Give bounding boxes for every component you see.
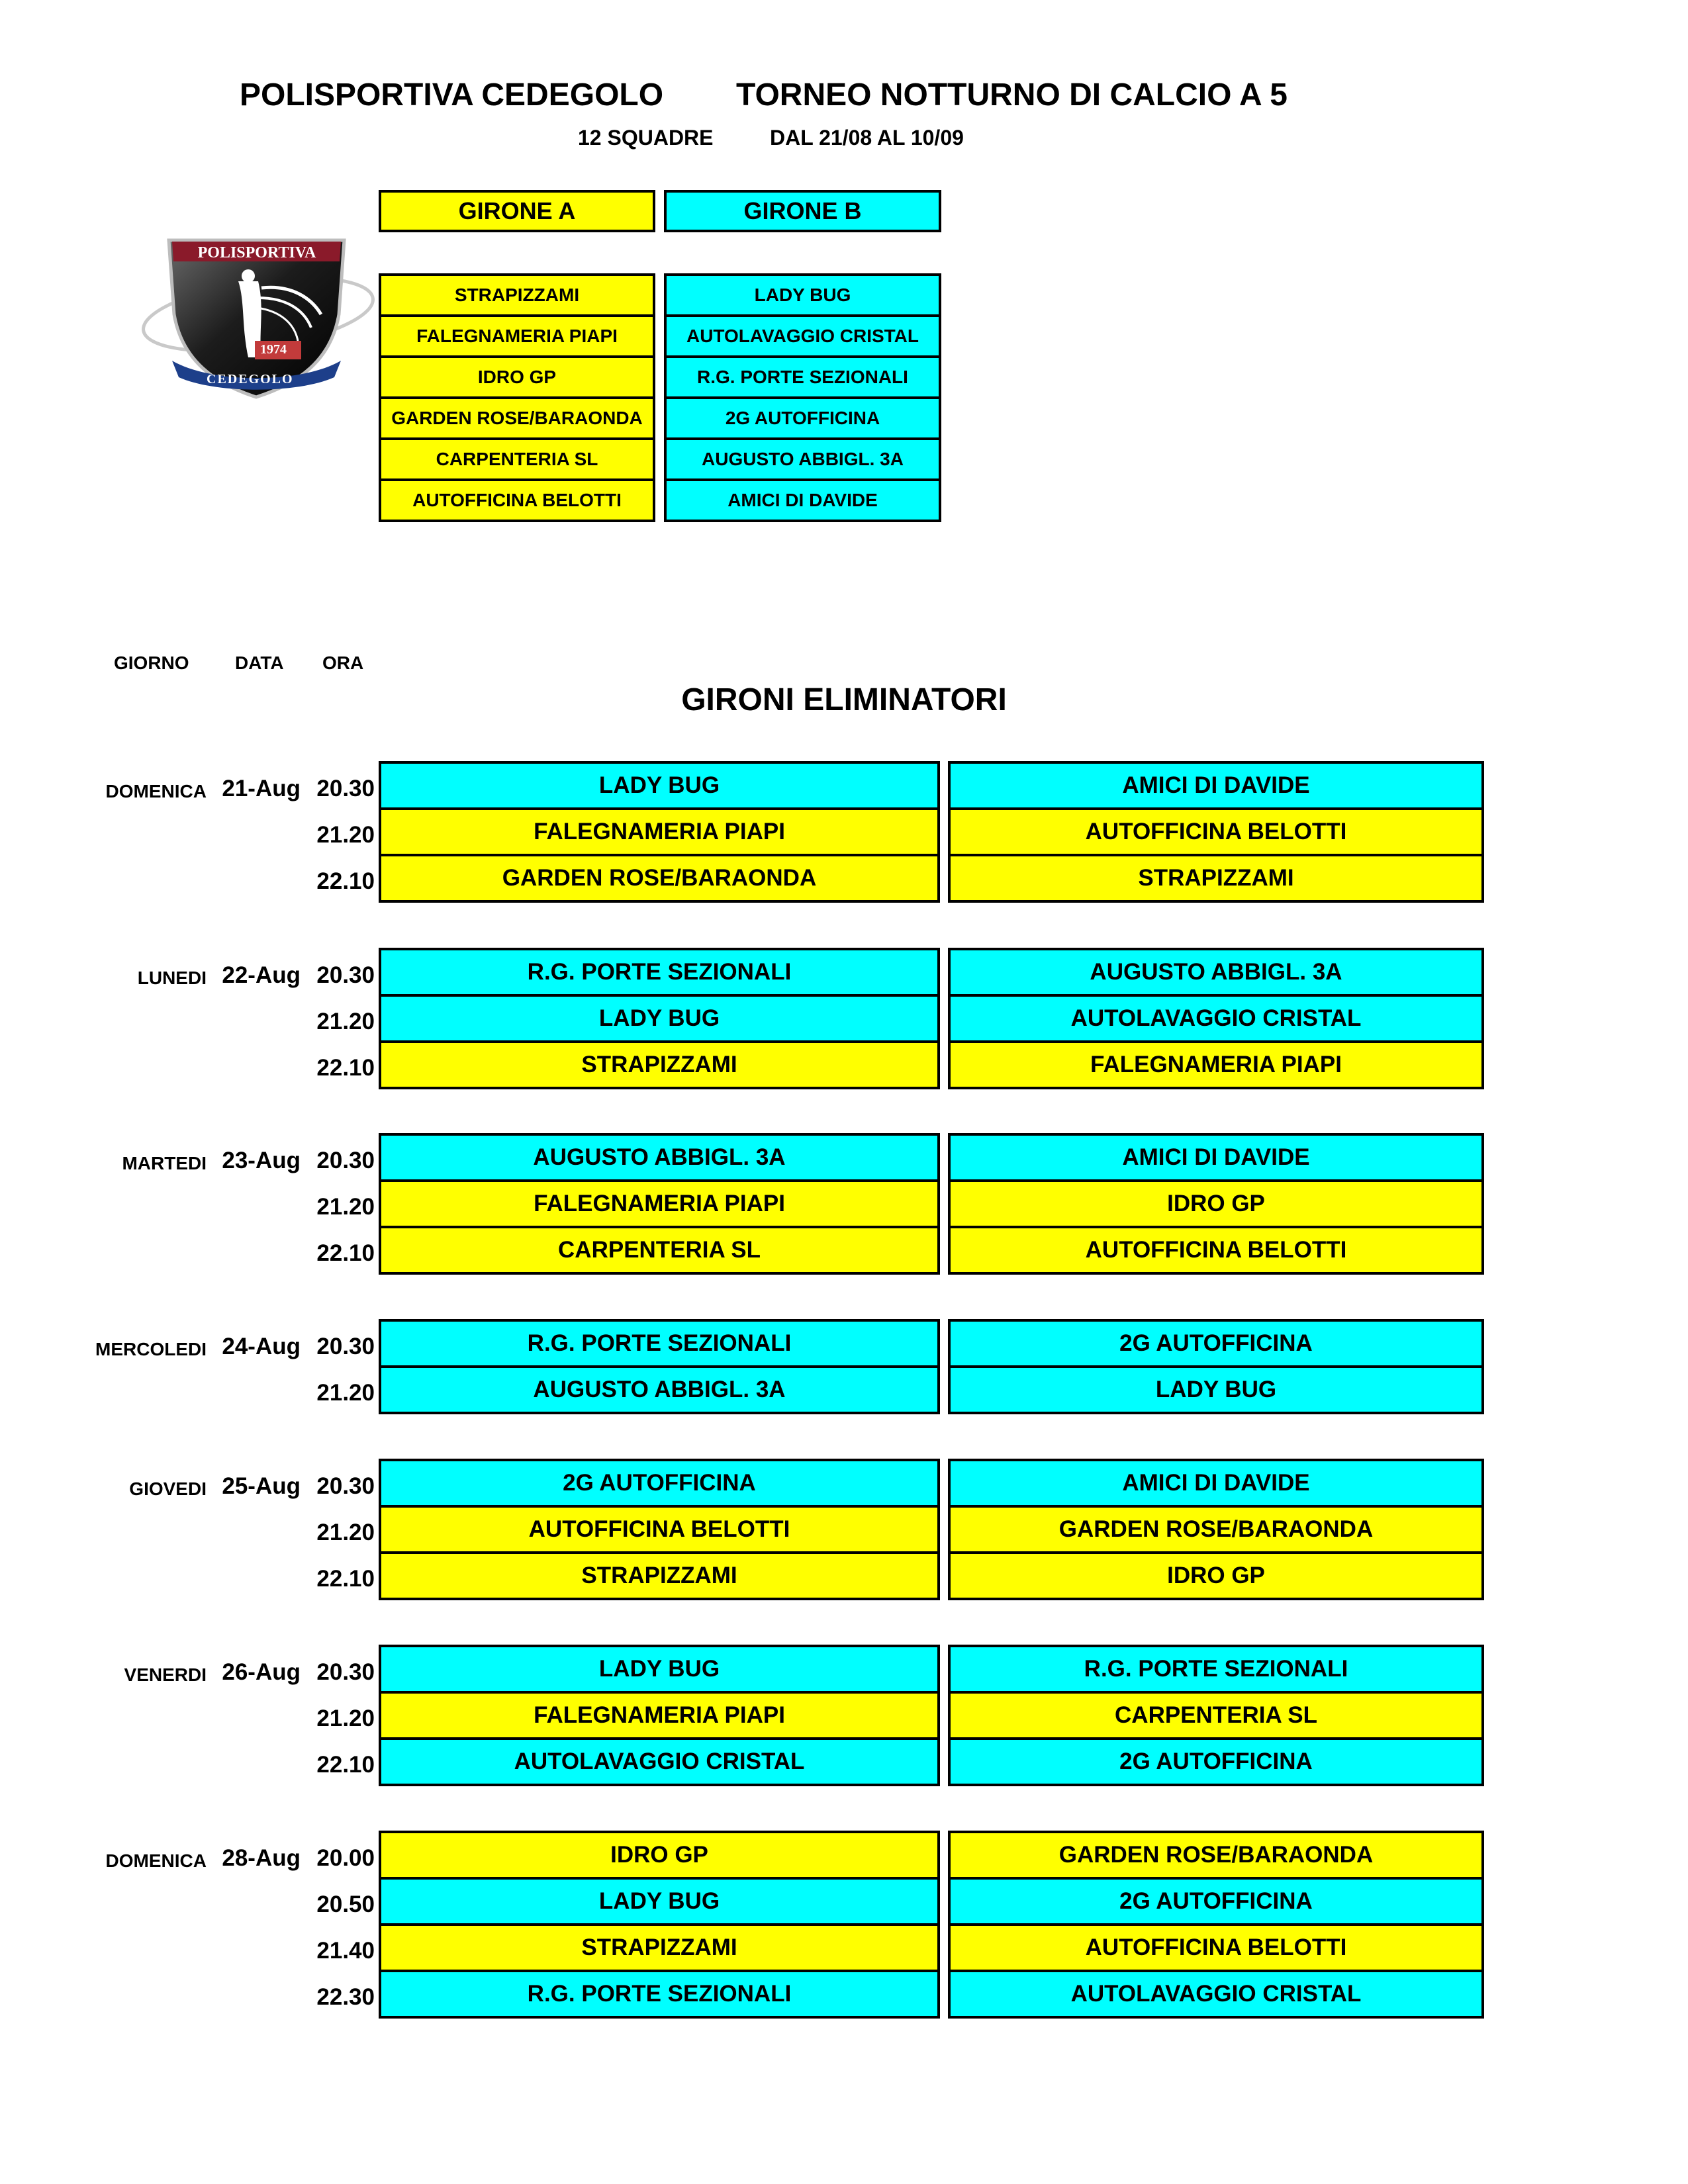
match-home-team: FALEGNAMERIA PIAPI [379, 1691, 940, 1740]
match-home-team: LADY BUG [379, 994, 940, 1043]
column-time-label: ORA [322, 653, 364, 673]
match-time: 22.10 [316, 1566, 375, 1592]
match-home-team: AUTOLAVAGGIO CRISTAL [379, 1737, 940, 1786]
group-b-team: R.G. PORTE SEZIONALI [664, 355, 941, 399]
group-b-team: AUGUSTO ABBIGL. 3A [664, 437, 941, 481]
match-date: 24-Aug [222, 1334, 301, 1359]
match-away-team: GARDEN ROSE/BARAONDA [948, 1505, 1484, 1554]
logo-year: 1974 [260, 342, 287, 357]
match-home-team: LADY BUG [379, 1877, 940, 1926]
match-date: 22-Aug [222, 962, 301, 988]
match-time: 22.10 [316, 1240, 375, 1266]
tournament-title: TORNEO NOTTURNO DI CALCIO A 5 [736, 77, 1288, 113]
match-away-team: AUTOLAVAGGIO CRISTAL [948, 1970, 1484, 2019]
section-title: GIRONI ELIMINATORI [681, 682, 1007, 717]
match-away-team: IDRO GP [948, 1179, 1484, 1228]
match-home-team: STRAPIZZAMI [379, 1551, 940, 1600]
match-home-team: GARDEN ROSE/BARAONDA [379, 854, 940, 903]
match-home-team: R.G. PORTE SEZIONALI [379, 948, 940, 997]
match-home-team: AUTOFFICINA BELOTTI [379, 1505, 940, 1554]
match-away-team: AUTOFFICINA BELOTTI [948, 1923, 1484, 1972]
match-time: 21.40 [316, 1938, 375, 1964]
match-time: 20.30 [316, 1334, 375, 1359]
match-away-team: IDRO GP [948, 1551, 1484, 1600]
match-time: 22.10 [316, 1752, 375, 1778]
match-day: GIOVEDI [129, 1479, 207, 1499]
tournament-dates: DAL 21/08 AL 10/09 [770, 126, 964, 150]
group-a-team: FALEGNAMERIA PIAPI [379, 314, 655, 358]
teams-count: 12 SQUADRE [578, 126, 714, 150]
match-away-team: AUTOFFICINA BELOTTI [948, 807, 1484, 856]
match-time: 21.20 [316, 1380, 375, 1406]
match-time: 21.20 [316, 1194, 375, 1220]
match-time: 20.30 [316, 962, 375, 988]
match-time: 20.00 [316, 1845, 375, 1871]
match-time: 22.10 [316, 1055, 375, 1081]
match-away-team: AUTOLAVAGGIO CRISTAL [948, 994, 1484, 1043]
match-time: 22.10 [316, 868, 375, 894]
group-b-header: GIRONE B [664, 190, 941, 232]
logo-town: CEDEGOLO [207, 372, 294, 387]
svg-text:POLISPORTIVA: POLISPORTIVA [197, 244, 316, 261]
match-away-team: FALEGNAMERIA PIAPI [948, 1040, 1484, 1089]
match-time: 20.30 [316, 1659, 375, 1685]
match-away-team: 2G AUTOFFICINA [948, 1319, 1484, 1368]
match-date: 26-Aug [222, 1659, 301, 1685]
match-away-team: LADY BUG [948, 1365, 1484, 1414]
match-date: 23-Aug [222, 1148, 301, 1173]
group-a-team: IDRO GP [379, 355, 655, 399]
column-date-label: DATA [235, 653, 284, 673]
match-home-team: STRAPIZZAMI [379, 1040, 940, 1089]
match-time: 20.30 [316, 1473, 375, 1499]
match-home-team: AUGUSTO ABBIGL. 3A [379, 1365, 940, 1414]
match-time: 20.50 [316, 1891, 375, 1917]
match-away-team: AMICI DI DAVIDE [948, 761, 1484, 810]
group-b-team: 2G AUTOFFICINA [664, 396, 941, 440]
match-home-team: FALEGNAMERIA PIAPI [379, 1179, 940, 1228]
column-day-label: GIORNO [114, 653, 189, 673]
group-a-header: GIRONE A [379, 190, 655, 232]
match-day: MERCOLEDI [95, 1339, 207, 1359]
match-home-team: STRAPIZZAMI [379, 1923, 940, 1972]
match-home-team: R.G. PORTE SEZIONALI [379, 1970, 940, 2019]
match-date: 25-Aug [222, 1473, 301, 1499]
group-b-team: AMICI DI DAVIDE [664, 478, 941, 522]
match-home-team: LADY BUG [379, 761, 940, 810]
match-time: 21.20 [316, 822, 375, 848]
match-away-team: AMICI DI DAVIDE [948, 1459, 1484, 1508]
match-home-team: CARPENTERIA SL [379, 1226, 940, 1275]
group-a-team: STRAPIZZAMI [379, 273, 655, 317]
group-a-team: CARPENTERIA SL [379, 437, 655, 481]
match-time: 22.30 [316, 1984, 375, 2010]
match-day: DOMENICA [105, 781, 207, 801]
group-b-team: AUTOLAVAGGIO CRISTAL [664, 314, 941, 358]
match-time: 21.20 [316, 1520, 375, 1545]
match-home-team: AUGUSTO ABBIGL. 3A [379, 1133, 940, 1182]
match-time: 20.30 [316, 1148, 375, 1173]
match-time: 21.20 [316, 1009, 375, 1034]
match-day: DOMENICA [105, 1850, 207, 1871]
match-home-team: R.G. PORTE SEZIONALI [379, 1319, 940, 1368]
match-day: MARTEDI [122, 1153, 207, 1173]
group-a-team: GARDEN ROSE/BARAONDA [379, 396, 655, 440]
match-time: 20.30 [316, 776, 375, 801]
match-day: LUNEDI [137, 968, 207, 988]
match-away-team: R.G. PORTE SEZIONALI [948, 1645, 1484, 1694]
match-home-team: FALEGNAMERIA PIAPI [379, 807, 940, 856]
match-away-team: AUGUSTO ABBIGL. 3A [948, 948, 1484, 997]
match-date: 28-Aug [222, 1845, 301, 1871]
club-name: POLISPORTIVA CEDEGOLO [240, 77, 664, 113]
match-away-team: CARPENTERIA SL [948, 1691, 1484, 1740]
match-home-team: 2G AUTOFFICINA [379, 1459, 940, 1508]
match-home-team: LADY BUG [379, 1645, 940, 1694]
match-home-team: IDRO GP [379, 1831, 940, 1880]
match-day: VENERDI [124, 1664, 207, 1685]
match-away-team: AMICI DI DAVIDE [948, 1133, 1484, 1182]
group-a-team: AUTOFFICINA BELOTTI [379, 478, 655, 522]
group-b-team: LADY BUG [664, 273, 941, 317]
match-away-team: 2G AUTOFFICINA [948, 1737, 1484, 1786]
match-away-team: AUTOFFICINA BELOTTI [948, 1226, 1484, 1275]
match-away-team: GARDEN ROSE/BARAONDA [948, 1831, 1484, 1880]
match-date: 21-Aug [222, 776, 301, 801]
match-time: 21.20 [316, 1706, 375, 1731]
match-away-team: 2G AUTOFFICINA [948, 1877, 1484, 1926]
match-away-team: STRAPIZZAMI [948, 854, 1484, 903]
